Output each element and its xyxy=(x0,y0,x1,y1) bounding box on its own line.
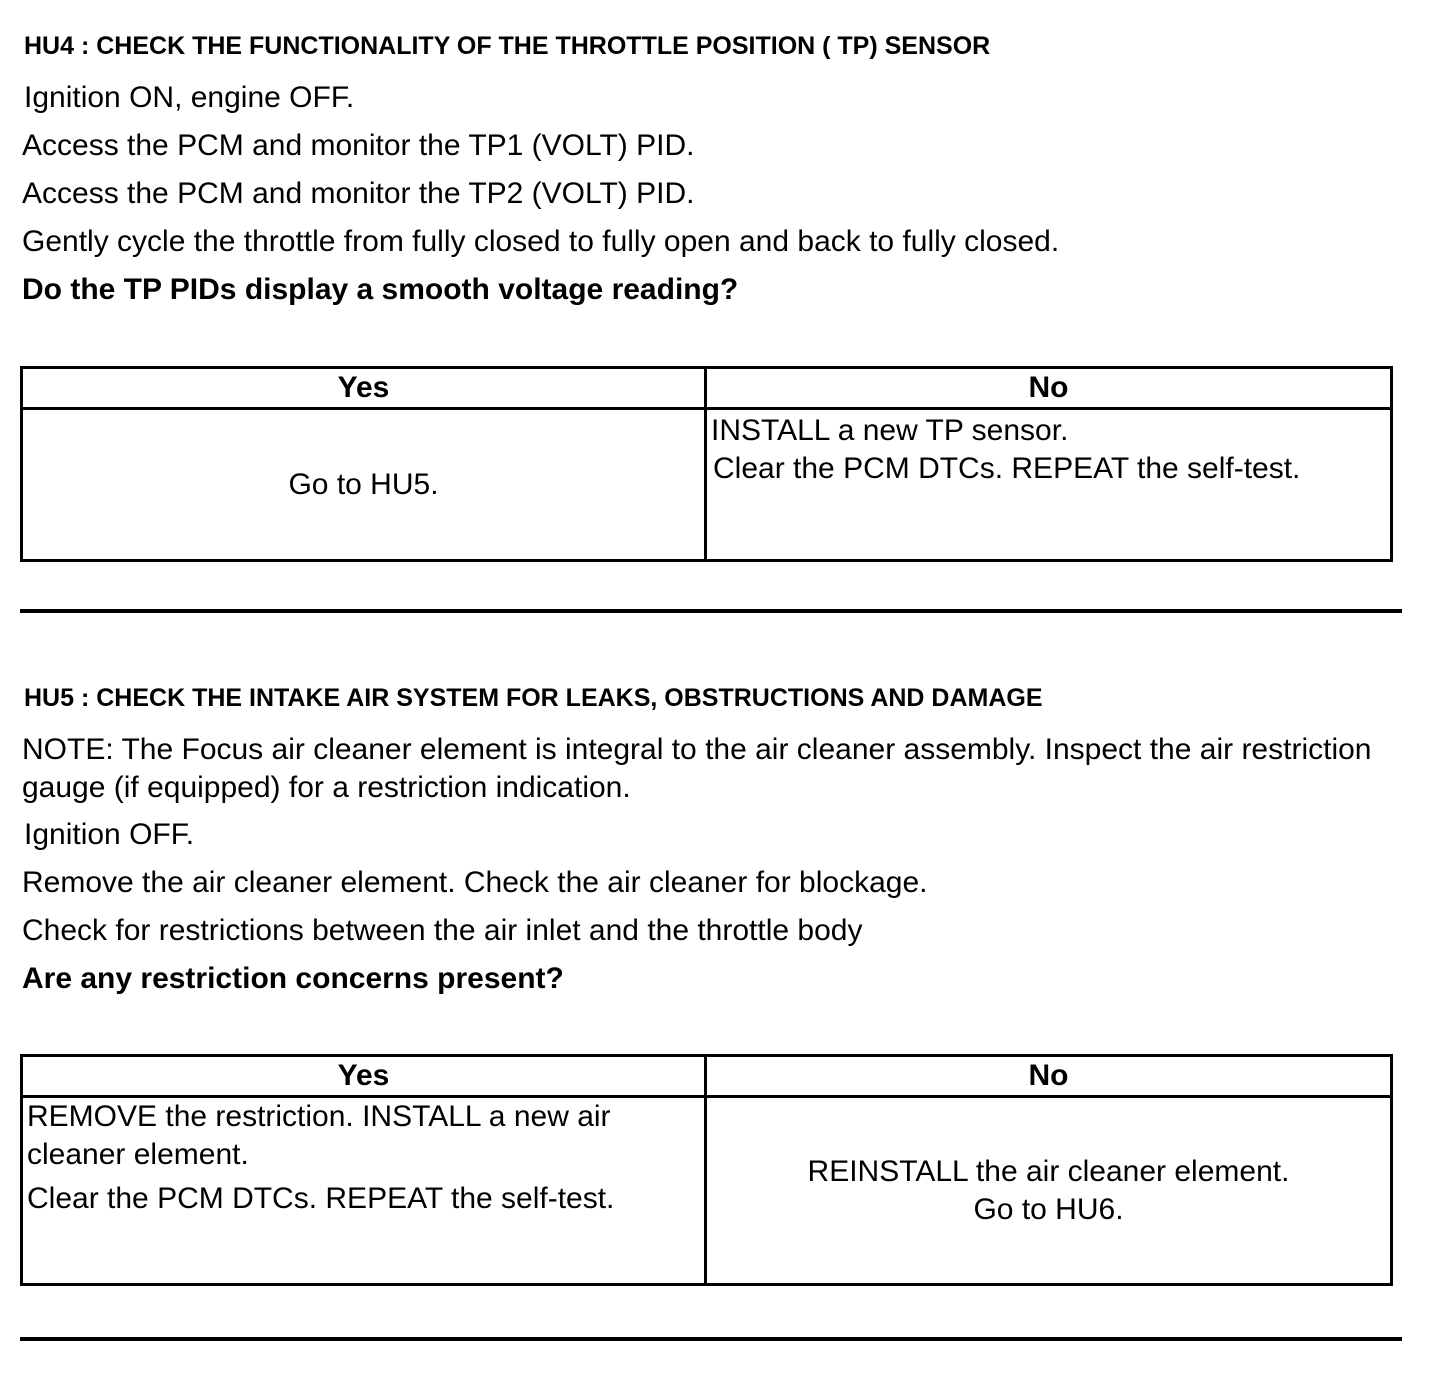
hu5-yes-line-2: Clear the PCM DTCs. REPEAT the self-test. xyxy=(27,1182,615,1215)
hu4-step-3: Access the PCM and monitor the TP2 (VOLT) PID. xyxy=(22,177,695,210)
hu5-step-1: Ignition OFF. xyxy=(24,818,195,851)
hu5-step-3: Check for restrictions between the air inlet and the throttle body xyxy=(22,914,863,947)
hu4-step-1: Ignition ON, engine OFF. xyxy=(24,81,355,114)
hu4-no-cell xyxy=(706,409,1392,561)
hu5-heading: HU5 : CHECK THE INTAKE AIR SYSTEM FOR LEAKS, OBSTRUCTIONS AND DAMAGE xyxy=(24,684,1043,712)
hu4-question: Do the TP PIDs display a smooth voltage reading? xyxy=(22,273,739,306)
hu4-step-2: Access the PCM and monitor the TP1 (VOLT) PID. xyxy=(22,129,695,162)
hu5-no-line-2: Go to HU6. xyxy=(973,1192,1124,1226)
section-divider-1 xyxy=(20,609,1402,613)
hu4-no-header: No xyxy=(706,368,1392,409)
hu5-no-header: No xyxy=(706,1056,1392,1097)
hu4-heading: HU4 : CHECK THE FUNCTIONALITY OF THE THROTTLE POSITION ( TP) SENSOR xyxy=(24,32,991,60)
hu5-yes-cell xyxy=(22,1097,706,1285)
hu5-yes-line-1: REMOVE the restriction. INSTALL a new air cleaner element. xyxy=(27,1100,611,1171)
hu4-no-line-2: Clear the PCM DTCs. REPEAT the self-test. xyxy=(713,452,1301,485)
hu4-no-line-1: INSTALL a new TP sensor. xyxy=(711,414,1069,447)
hu5-note: NOTE: The Focus air cleaner element is integral to the air cleaner assembly. Inspect the air restriction gauge (if equipped) for a restriction indication. xyxy=(22,733,1372,804)
hu4-yes-header: Yes xyxy=(22,368,706,409)
hu4-yes-text: Go to HU5. xyxy=(288,467,439,501)
hu5-no-cell xyxy=(706,1097,1392,1285)
section-divider-2 xyxy=(20,1337,1402,1341)
hu5-question: Are any restriction concerns present? xyxy=(22,962,564,995)
hu4-yes-cell xyxy=(22,409,706,561)
hu5-yes-header: Yes xyxy=(22,1056,706,1097)
hu5-decision-table xyxy=(20,1054,1393,1286)
hu4-step-4: Gently cycle the throttle from fully closed to fully open and back to fully closed. xyxy=(22,225,1060,258)
hu5-step-2: Remove the air cleaner element. Check the air cleaner for blockage. xyxy=(22,866,928,899)
hu5-no-line-1: REINSTALL the air cleaner element. xyxy=(807,1154,1290,1188)
hu4-decision-table xyxy=(20,366,1393,562)
